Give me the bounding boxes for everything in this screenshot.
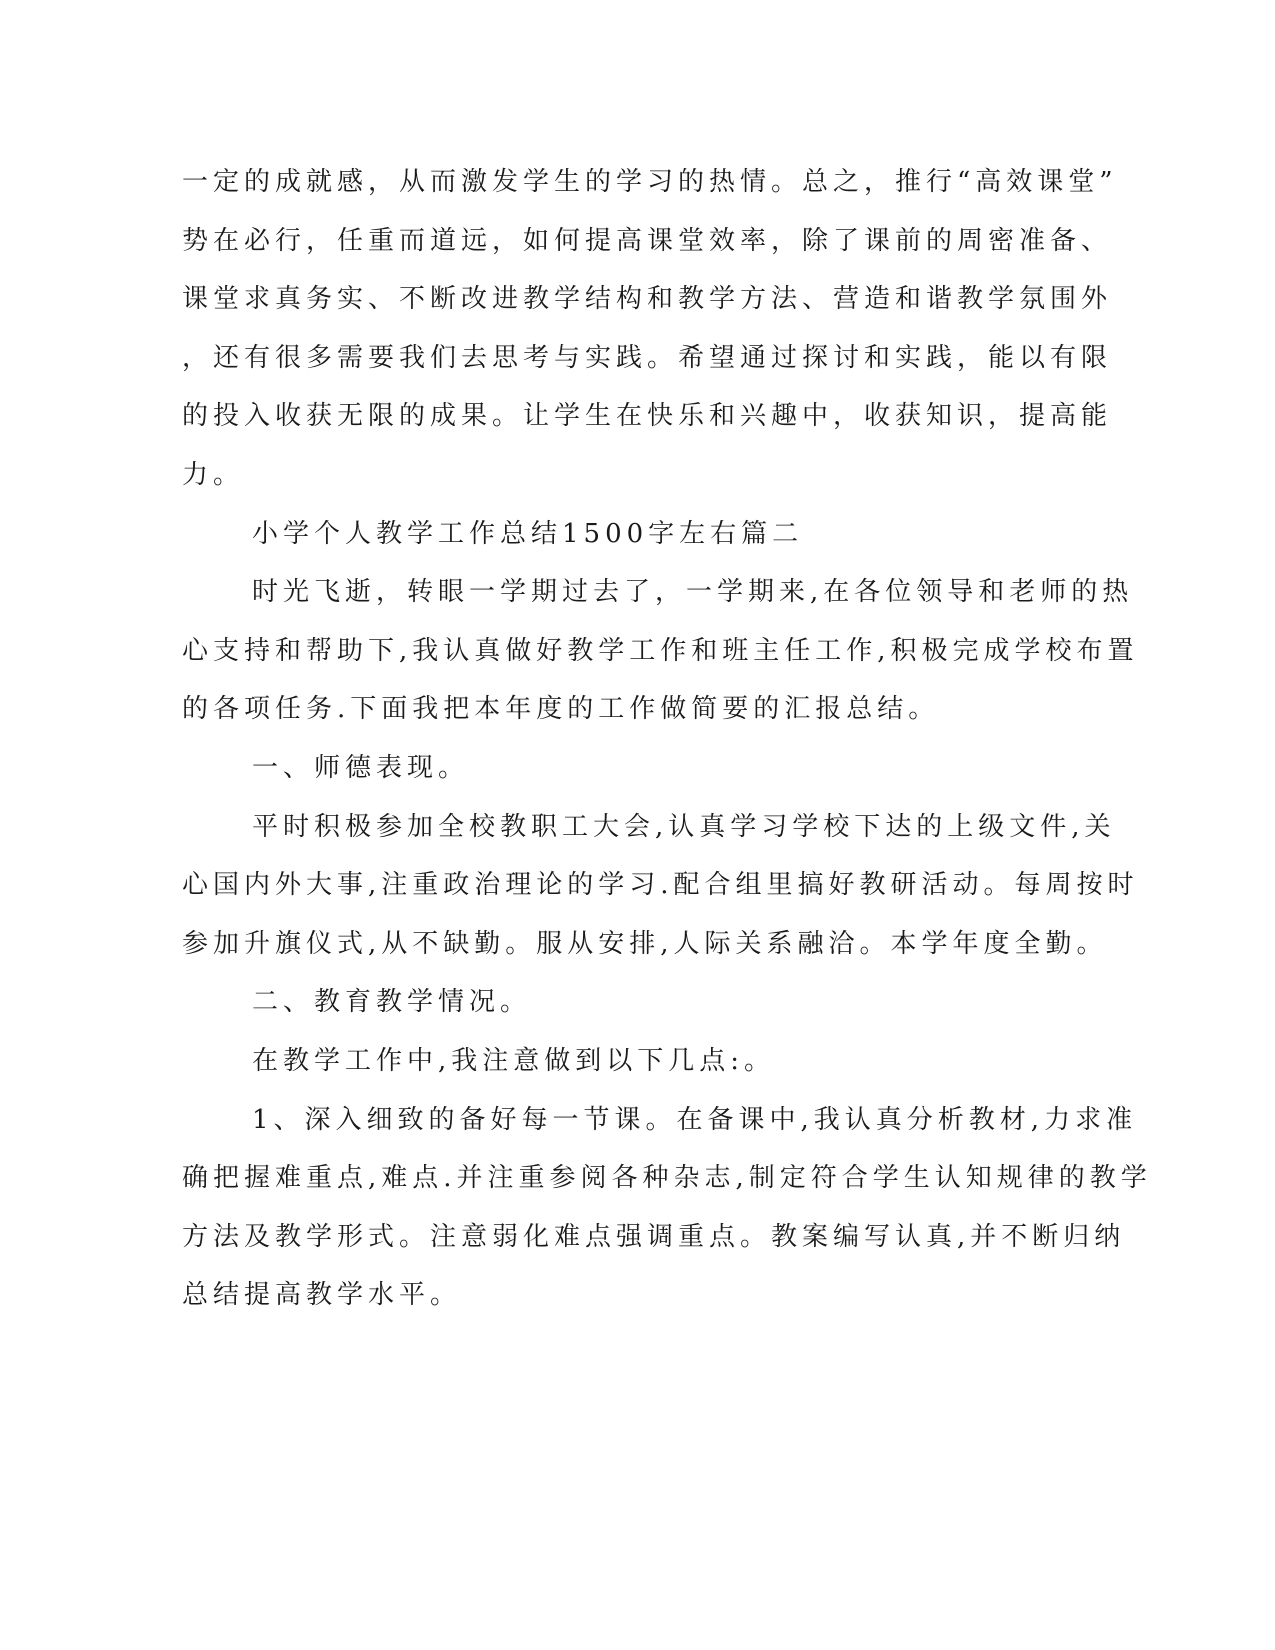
subsection-heading: 二、教育教学情况。 — [252, 987, 532, 1017]
paragraph-start: 时光飞逝，转眼一学期过去了，一学期来,在各位领导和老师的热 — [252, 577, 1134, 607]
text-line: ，还有很多需要我们去思考与实践。希望通过探讨和实践，能以有限 — [182, 343, 1113, 373]
text-line: 一定的成就感，从而激发学生的学习的热情。总之，推行“高效课堂” — [182, 167, 1118, 197]
text-line: 心国内外大事,注重政治理论的学习.配合组里搞好教研活动。每周按时 — [182, 870, 1139, 900]
text-line: 力。 — [182, 460, 245, 490]
text-line: 的各项任务.下面我把本年度的工作做简要的汇报总结。 — [182, 694, 940, 724]
text-line: 势在必行，任重而道远，如何提高课堂效率，除了课前的周密准备、 — [182, 226, 1113, 256]
text-line: 课堂求真务实、不断改进教学结构和教学方法、营造和谐教学氛围外 — [182, 284, 1113, 314]
paragraph-start: 平时积极参加全校教职工大会,认真学习学校下达的上级文件,关 — [252, 812, 1116, 842]
section-heading: 小学个人教学工作总结1500字左右篇二 — [252, 519, 804, 549]
text-line: 的投入收获无限的成果。让学生在快乐和兴趣中，收获知识，提高能 — [182, 401, 1113, 431]
paragraph-start: 1、深入细致的备好每一节课。在备课中,我认真分析教材,力求准 — [252, 1105, 1138, 1135]
subsection-heading: 一、师德表现。 — [252, 753, 470, 783]
paragraph-start: 在教学工作中,我注意做到以下几点:。 — [252, 1046, 776, 1076]
text-line: 方法及教学形式。注意弱化难点强调重点。教案编写认真,并不断归纳 — [182, 1222, 1126, 1252]
text-line: 总结提高教学水平。 — [182, 1280, 462, 1310]
text-line: 确把握难重点,难点.并注重参阅各种杂志,制定符合学生认知规律的教学 — [182, 1163, 1152, 1193]
text-line: 参加升旗仪式,从不缺勤。服从安排,人际关系融洽。本学年度全勤。 — [182, 929, 1108, 959]
text-line: 心支持和帮助下,我认真做好教学工作和班主任工作,积极完成学校布置 — [182, 636, 1139, 666]
